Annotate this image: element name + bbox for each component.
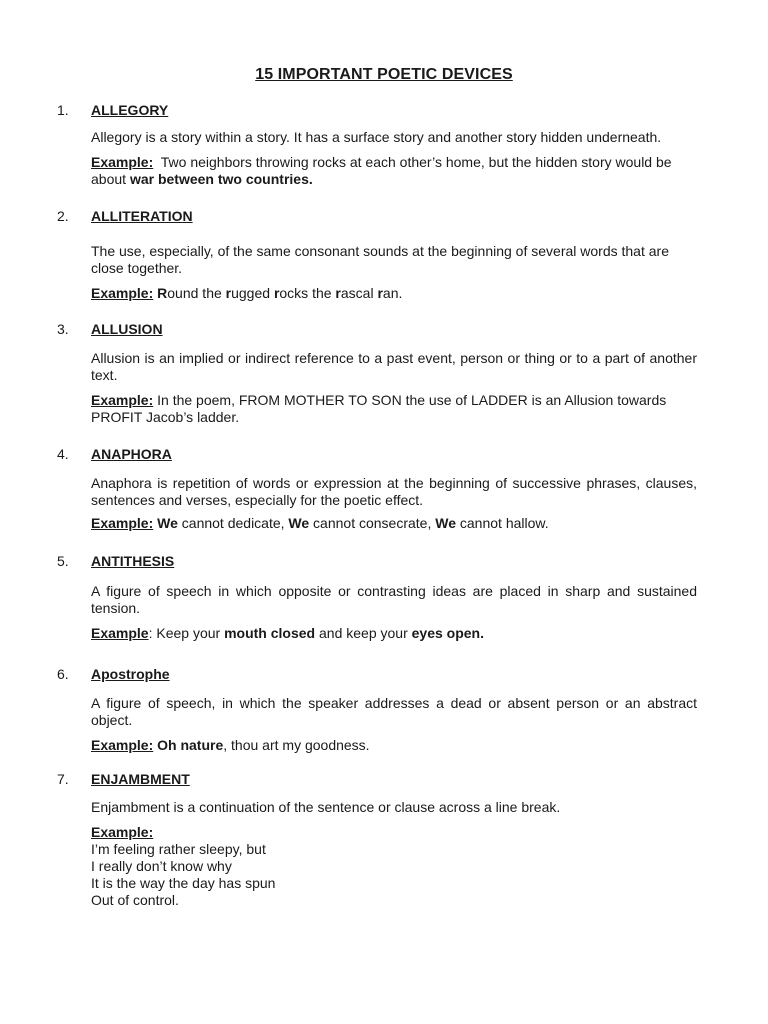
example-bold: r [273, 285, 280, 301]
item-number: 2. [57, 208, 69, 224]
item-number: 6. [57, 666, 69, 682]
item-number: 5. [57, 553, 69, 569]
example-bold: R [157, 285, 168, 301]
item-definition: The use, especially, of the same consonant sounds at the beginning of several words that are close together. [91, 243, 669, 276]
example-text: cannot consecrate, [309, 515, 436, 531]
example-text: and keep your [315, 625, 412, 641]
poem-line: I’m feeling rather sleepy, but [91, 841, 266, 857]
poem-line: It is the way the day has spun [91, 875, 276, 891]
item-number: 7. [57, 771, 69, 787]
example-bold: eyes open. [411, 625, 484, 641]
example-label: Example: [91, 392, 154, 408]
example-bold: We [288, 515, 310, 531]
item-definition: Allusion is an implied or indirect reference to a past event, person or thing or to a part of another text. [91, 350, 697, 383]
example-text: cannot hallow. [456, 515, 549, 531]
item-example [91, 154, 697, 188]
example-bold: r [377, 285, 383, 301]
example-text: ound the [167, 285, 226, 301]
example-bold: Oh nature [153, 737, 224, 753]
poem-line: Out of control. [91, 892, 179, 908]
item-heading: ALLUSION [91, 321, 163, 337]
item-example [91, 737, 697, 754]
item-definition: Anaphora is repetition of words or expression at the beginning of successive phrases, clauses, sentences and verses, especially for the poetic effect. [91, 475, 697, 508]
example-text: , thou art my goodness. [223, 737, 370, 753]
item-heading: ENJAMBMENT [91, 771, 190, 787]
example-bold: war between two countries. [129, 171, 313, 187]
example-bold: We [435, 515, 456, 531]
example-text: an. [382, 285, 403, 301]
item-number: 1. [57, 102, 69, 118]
example-text: ascal [340, 285, 378, 301]
item-example [91, 824, 697, 909]
example-label: Example [91, 625, 149, 641]
item-number: 4. [57, 446, 69, 462]
item-heading: ANAPHORA [91, 446, 172, 462]
example-bold: mouth closed [224, 625, 316, 641]
example-bold: r [225, 285, 232, 301]
item-example [91, 285, 697, 302]
example-label: Example: [91, 737, 154, 753]
item-definition: A figure of speech in which opposite or contrasting ideas are placed in sharp and sustained tension. [91, 583, 697, 616]
item-definition: Enjambment is a continuation of the sentence or clause across a line break. [91, 799, 561, 815]
page-title: 15 IMPORTANT POETIC DEVICES [255, 66, 513, 83]
item-definition: A figure of speech, in which the speaker addresses a dead or absent person or an abstract object. [91, 695, 697, 728]
example-text: cannot dedicate, [177, 515, 289, 531]
item-number: 3. [57, 321, 69, 337]
example-bold: We [153, 515, 178, 531]
example-text: ocks the [279, 285, 336, 301]
item-heading: ANTITHESIS [91, 553, 175, 569]
item-heading: ALLEGORY [91, 102, 169, 118]
item-heading: ALLITERATION [91, 208, 193, 224]
poem-line: I really don’t know why [91, 858, 232, 874]
example-text: In the poem, FROM MOTHER TO SON the use of LADDER is an Allusion towards PROFIT Jacob’s ladder. [91, 392, 667, 425]
example-label: Example: [91, 285, 154, 301]
example-text: ugged [231, 285, 274, 301]
example-text: Two neighbors throwing rocks at each other’s home, but the hidden story would be about [91, 154, 676, 187]
example-label: Example: [91, 824, 154, 840]
example-bold: r [335, 285, 341, 301]
item-example [91, 392, 697, 426]
item-heading: Apostrophe [91, 666, 170, 682]
example-label: Example: [91, 515, 154, 531]
example-label: Example: [91, 154, 154, 170]
example-text: : Keep your [148, 625, 225, 641]
item-example [91, 625, 697, 642]
item-example [91, 515, 697, 532]
item-definition: Allegory is a story within a story. It has a surface story and another story hidden underneath. [91, 129, 662, 145]
